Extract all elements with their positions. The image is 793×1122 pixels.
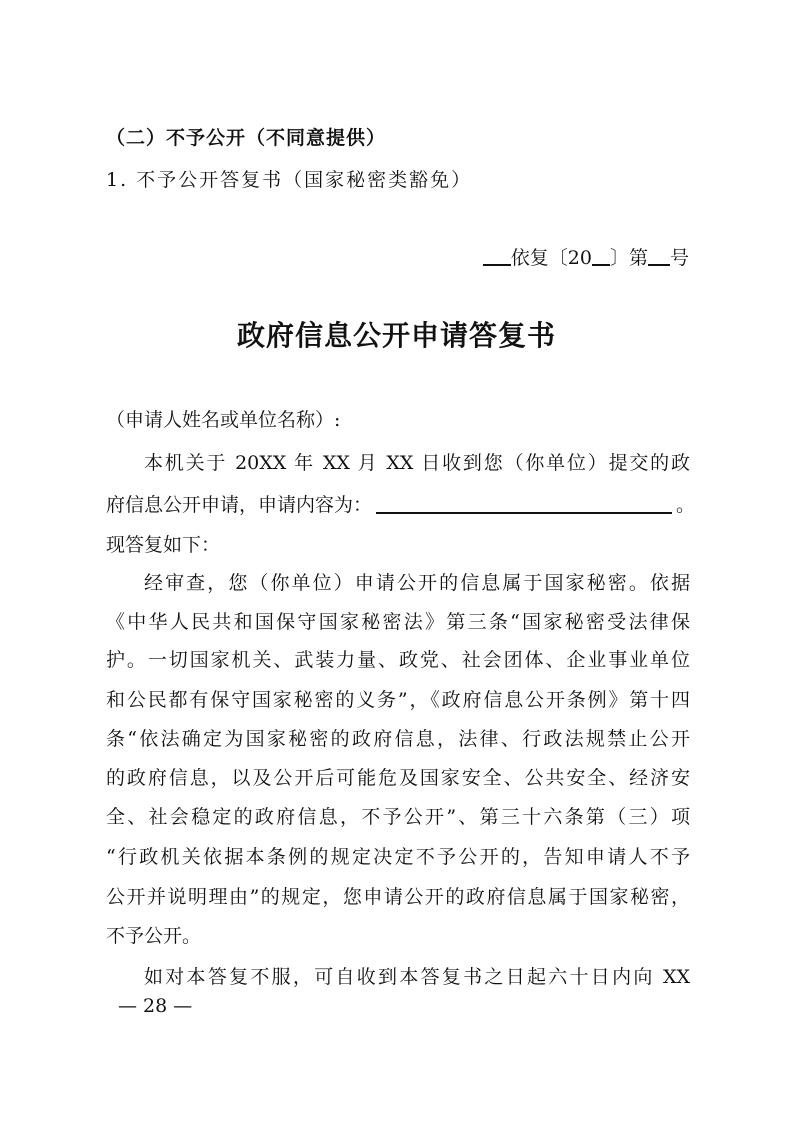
para2-line: 《中华人民共和国保守国家秘密法》第三条“国家秘密受法律保 xyxy=(106,611,690,633)
para2-line: 条“依法确定为国家秘密的政府信息，法律、行政法规禁止公开 xyxy=(106,728,690,750)
section-heading: （二）不予公开（不同意提供） xyxy=(106,127,387,149)
para1-line1: 本机关于 20XX 年 XX 月 XX 日收到您（你单位）提交的政 xyxy=(144,452,690,474)
para2-line: “行政机关依据本条例的规定决定不予公开的，告知申请人不予 xyxy=(106,846,690,868)
para2-line: 和公民都有保守国家秘密的义务”，《政府信息公开条例》第十四 xyxy=(106,689,690,711)
document-number xyxy=(483,243,689,270)
page-number: — 28 — xyxy=(118,995,193,1017)
addressee: （申请人姓名或单位名称）: xyxy=(106,409,341,431)
document-title: 政府信息公开申请答复书 xyxy=(236,319,556,352)
para1-line2 xyxy=(106,490,696,517)
para2-line: 不予公开。 xyxy=(106,925,202,947)
para3-line1: 如对本答复不服，可自收到本答复书之日起六十日内向 XX xyxy=(144,966,690,988)
subheading: 1. 不予公开答复书（国家秘密类豁免） xyxy=(106,169,473,191)
para1-line2-prefix: 府信息公开申请，申请内容为： xyxy=(106,494,373,516)
para2-line: 护。一切国家机关、武装力量、政党、社会团体、企业事业单位 xyxy=(106,649,690,671)
para1-line3: 现答复如下： xyxy=(106,534,221,556)
blank-underline xyxy=(483,246,511,266)
para2-line: 经审查，您（你单位）申请公开的信息属于国家秘密。依据 xyxy=(144,572,690,594)
para2-line: 公开并说明理由”的规定，您申请公开的政府信息属于国家秘密， xyxy=(106,886,690,908)
para1-line2-suffix: 。 xyxy=(676,494,696,516)
docnum-part1: 依复〔20 xyxy=(510,247,592,269)
request-content-blank xyxy=(376,496,672,514)
docnum-part2: 〕第 xyxy=(609,247,648,269)
docnum-part3: 号 xyxy=(669,247,689,269)
para2-line: 全、社会稳定的政府信息，不予公开”、第三十六条第（三）项 xyxy=(106,806,690,828)
para2-line: 的政府信息，以及公开后可能危及国家安全、公共安全、经济安 xyxy=(106,767,690,789)
blank-underline xyxy=(592,246,610,266)
blank-underline xyxy=(648,246,670,266)
